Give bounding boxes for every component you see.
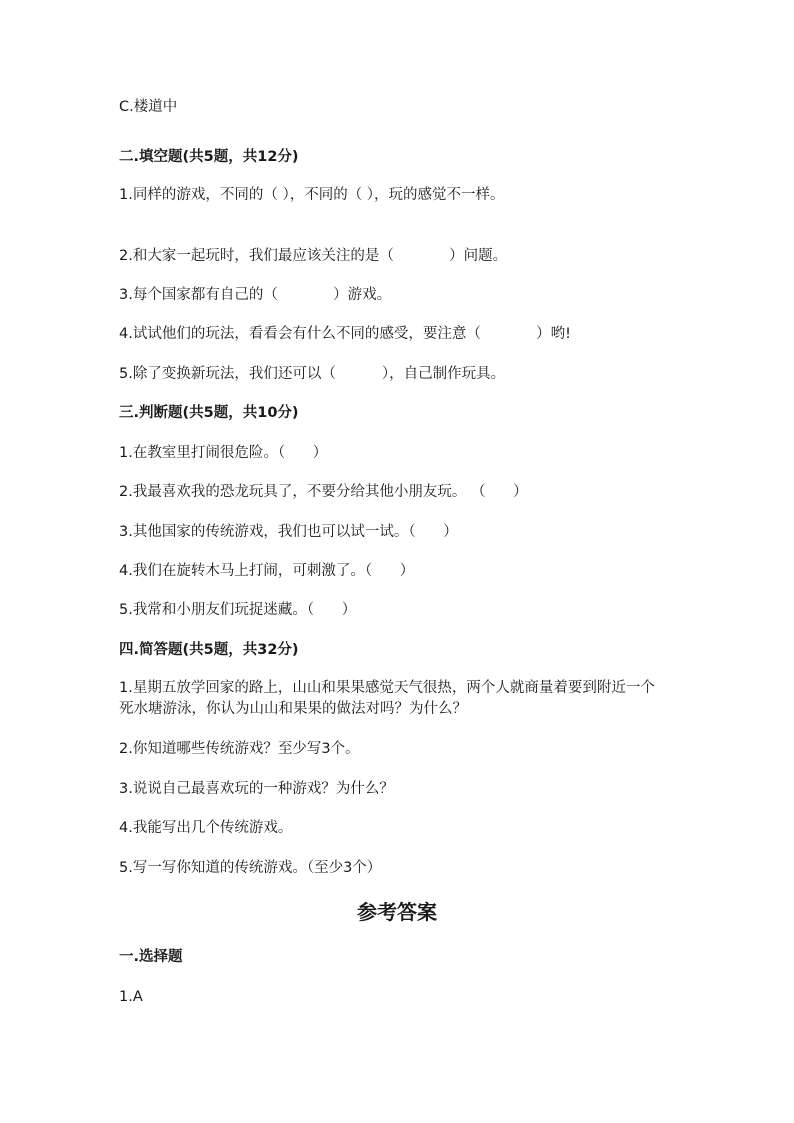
- short-question-1: 1.星期五放学回家的路上，山山和果果感觉天气很热，两个人就商量着要到附近一个死水塘游泳，你认为山山和果果的做法对吗？为什么？: [119, 680, 655, 717]
- choice-option-c: C.楼道中: [119, 99, 178, 115]
- fill-question-3: 3.每个国家都有自己的（ ）游戏。: [119, 287, 392, 303]
- judge-question-5: 5.我常和小朋友们玩捉迷藏。（ ）: [119, 602, 357, 618]
- fill-question-4: 4.试试他们的玩法，看看会有什么不同的感受，要注意（ ）哟!: [119, 326, 571, 342]
- judge-question-3: 3.其他国家的传统游戏，我们也可以试一试。（ ）: [119, 524, 458, 540]
- answer-item-1: 1.A: [119, 989, 143, 1005]
- short-question-2: 2.你知道哪些传统游戏？至少写3个。: [119, 741, 360, 757]
- short-question-4: 4.我能写出几个传统游戏。: [119, 820, 293, 836]
- judge-question-4: 4.我们在旋转木马上打闹，可刺激了。（ ）: [119, 563, 415, 579]
- fill-question-2: 2.和大家一起玩时，我们最应该关注的是（ ）问题。: [119, 248, 508, 264]
- answer-key-title: 参考答案: [357, 900, 437, 924]
- section-heading-short-answer: 四.简答题(共5题，共32分): [119, 642, 299, 658]
- fill-question-1: 1.同样的游戏，不同的（ ），不同的（ ），玩的感觉不一样。: [119, 187, 505, 203]
- short-question-5: 5.写一写你知道的传统游戏。（至少3个）: [119, 860, 382, 876]
- judge-question-2: 2.我最喜欢我的恐龙玩具了，不要分给其他小朋友玩。 （ ）: [119, 484, 528, 500]
- answer-section-heading-choice: 一.选择题: [119, 949, 183, 965]
- fill-question-5: 5.除了变换新玩法，我们还可以（ ），自己制作玩具。: [119, 366, 506, 382]
- section-heading-true-false: 三.判断题(共5题，共10分): [119, 405, 299, 421]
- short-question-3: 3.说说自己最喜欢玩的一种游戏？为什么？: [119, 781, 394, 797]
- section-heading-fill-in: 二.填空题(共5题，共12分): [119, 149, 299, 165]
- judge-question-1: 1.在教室里打闹很危险。（ ）: [119, 445, 328, 461]
